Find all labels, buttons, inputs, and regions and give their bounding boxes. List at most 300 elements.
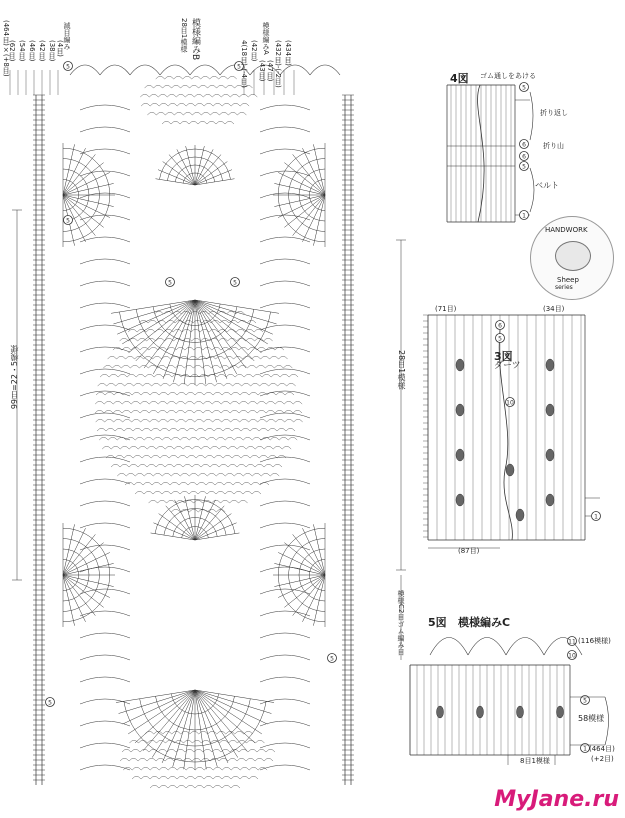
pineapple-mesh-upper — [210, 464, 219, 467]
pineapple-mesh-upper — [184, 320, 193, 323]
pineapple-mesh-bottom — [159, 767, 168, 770]
pineapple-mesh-upper — [237, 338, 246, 341]
pineapple-mesh-bottom — [177, 767, 186, 770]
pineapple-mesh-bottom — [222, 767, 231, 770]
pineapple-mesh-upper — [105, 392, 114, 395]
pineapple-mesh-upper — [113, 401, 122, 404]
pineapple-mesh-upper — [239, 500, 248, 503]
pineapple-mesh-upper — [250, 428, 259, 431]
pineapple-mesh-upper — [269, 383, 278, 386]
row-mark-main-text: 5 — [66, 63, 70, 71]
pineapple-mesh-upper — [273, 446, 282, 449]
pineapple-mesh-upper — [278, 383, 287, 386]
pineapple-mesh-top — [231, 103, 240, 106]
chain-loop — [260, 259, 310, 264]
pineapple-mesh-upper — [207, 473, 216, 476]
pineapple-mesh-upper — [235, 311, 244, 314]
pineapple-mesh-bottom — [203, 749, 212, 752]
pineapple-mesh-upper — [211, 320, 220, 323]
pineapple-mesh-upper — [276, 392, 285, 395]
pineapple-mesh-upper — [246, 338, 255, 341]
pineapple-mesh-upper — [138, 464, 147, 467]
chain-loop — [80, 677, 130, 682]
pineapple-mesh-upper — [217, 374, 226, 377]
pineapple-mesh-upper — [249, 419, 258, 422]
pineapple-mesh-top — [174, 112, 183, 115]
pineapple-mesh-top — [237, 112, 246, 115]
pineapple-mesh-top — [162, 121, 171, 124]
pineapple-mesh-upper — [247, 320, 256, 323]
chain-loop — [80, 259, 130, 264]
pineapple-mesh-upper — [205, 455, 214, 458]
fig4-row-mark-text: 5 — [522, 84, 526, 92]
pineapple-mesh-upper — [197, 383, 206, 386]
pineapple-mesh-upper — [204, 419, 213, 422]
pineapple-mesh-bottom — [123, 767, 132, 770]
pineapple-mesh-upper — [210, 446, 219, 449]
pineapple-mesh-top — [219, 112, 228, 115]
pineapple-mesh-upper — [156, 464, 165, 467]
row-mark-main-text: 5 — [233, 279, 237, 287]
pineapple-mesh-upper — [174, 446, 183, 449]
pineapple-mesh-upper — [153, 473, 162, 476]
pineapple-mesh-upper — [104, 410, 113, 413]
pineapple-mesh-upper — [162, 473, 171, 476]
pineapple-mesh-upper — [240, 392, 249, 395]
fig3-top-right: (34目) — [543, 305, 565, 313]
pineapple-mesh-top — [168, 103, 177, 106]
pineapple-mesh-upper — [121, 365, 130, 368]
row-mark-main-text: 5 — [168, 279, 172, 287]
chain-loop — [260, 765, 310, 770]
pineapple-mesh-upper — [225, 473, 234, 476]
pineapple-mesh-upper — [144, 437, 153, 440]
right-label-3: (47目) — [266, 60, 274, 82]
pineapple-mesh-bottom — [120, 758, 129, 761]
fig3-dart-mark — [546, 404, 554, 416]
pineapple-mesh-top — [165, 112, 174, 115]
pineapple-mesh-upper — [257, 347, 266, 350]
pineapple-mesh-upper — [174, 464, 183, 467]
pineapple-mesh-upper — [171, 473, 180, 476]
pineapple-mesh-upper — [135, 491, 144, 494]
pineapple-mesh-bottom — [228, 758, 237, 761]
fig5-row-mark-text: 1 — [583, 745, 587, 753]
pineapple-mesh-top — [192, 112, 201, 115]
pineapple-mesh-upper — [162, 491, 171, 494]
pineapple-mesh-upper — [153, 356, 162, 359]
top-scallop — [310, 65, 340, 75]
left-label-2: (46目) — [28, 40, 36, 62]
pineapple-mesh-upper — [273, 464, 282, 467]
pineapple-mesh-upper — [165, 446, 174, 449]
pineapple-mesh-upper — [142, 455, 151, 458]
pineapple-mesh-upper — [225, 356, 234, 359]
pineapple-mesh-upper — [138, 338, 147, 341]
pineapple-mesh-upper — [232, 455, 241, 458]
pineapple-mesh-top — [147, 112, 156, 115]
pineapple-mesh-upper — [270, 356, 279, 359]
pineapple-mesh-upper — [189, 356, 198, 359]
fig4-row-mark-text: 5 — [522, 163, 526, 171]
fig4-label-belt: ベルト — [535, 181, 559, 190]
pineapple-mesh-top — [186, 103, 195, 106]
pineapple-mesh-upper — [264, 446, 273, 449]
pineapple-mesh-upper — [117, 473, 126, 476]
pineapple-mesh-bottom — [168, 785, 177, 788]
pineapple-mesh-upper — [236, 329, 245, 332]
right-label-1: (42目) — [250, 40, 258, 62]
pineapple-mesh-bottom — [222, 785, 231, 788]
pineapple-mesh-bottom — [230, 749, 239, 752]
pineapple-mesh-bottom — [186, 776, 195, 779]
fig5-row-mark-text: 5 — [583, 697, 587, 705]
pineapple-mesh-upper — [283, 365, 292, 368]
chain-loop — [80, 633, 130, 638]
pineapple-mesh-upper — [188, 482, 197, 485]
chain-loop — [80, 413, 130, 418]
left-label-6: (464目)×(+8目) — [2, 20, 10, 77]
pineapple-mesh-upper — [149, 347, 158, 350]
pineapple-mesh-bottom — [231, 767, 240, 770]
pineapple-mesh-upper — [256, 365, 265, 368]
pineapple-mesh-upper — [113, 410, 122, 413]
pineapple-mesh-upper — [196, 428, 205, 431]
pineapple-mesh-upper — [144, 473, 153, 476]
pineapple-mesh-upper — [201, 464, 210, 467]
pineapple-mesh-upper — [228, 338, 237, 341]
pineapple-mesh-upper — [249, 392, 258, 395]
pineapple-mesh-bottom — [195, 776, 204, 779]
pineapple-mesh-upper — [288, 437, 297, 440]
pineapple-mesh-upper — [230, 401, 239, 404]
pineapple-mesh-upper — [186, 419, 195, 422]
pineapple-mesh-upper — [285, 392, 294, 395]
pineapple-mesh-upper — [280, 374, 289, 377]
pineapple-mesh-upper — [257, 401, 266, 404]
pineapple-mesh-upper — [230, 500, 239, 503]
pineapple-mesh-upper — [144, 491, 153, 494]
pineapple-mesh-bottom — [201, 740, 210, 743]
pineapple-mesh-bottom — [199, 731, 208, 734]
pineapple-mesh-upper — [196, 455, 205, 458]
pineapple-mesh-top — [154, 85, 163, 88]
pineapple-mesh-top — [201, 112, 210, 115]
pineapple-mesh-top — [222, 103, 231, 106]
pineapple-mesh-upper — [140, 401, 149, 404]
pineapple-mesh-upper — [216, 437, 225, 440]
pineapple-mesh-upper — [112, 365, 121, 368]
fig4-title: 4図 — [450, 72, 469, 85]
pineapple-mesh-upper — [150, 419, 159, 422]
pineapple-mesh-bottom — [122, 749, 131, 752]
pineapple-mesh-upper — [257, 410, 266, 413]
fig5-row-mark-text: 11 — [568, 638, 576, 646]
pineapple-mesh-top — [140, 94, 149, 97]
pineapple-mesh-upper — [149, 401, 158, 404]
pineapple-mesh-upper — [180, 473, 189, 476]
pineapple-mesh-upper — [289, 374, 298, 377]
pineapple-mesh-upper — [254, 329, 263, 332]
pineapple-mesh-upper — [152, 383, 161, 386]
fig3-top-left: (71目) — [435, 305, 457, 313]
chain-loop — [260, 105, 310, 110]
pineapple-mesh-upper — [216, 473, 225, 476]
pineapple-mesh-bottom — [228, 740, 237, 743]
seal-text-bottom: series — [555, 284, 573, 291]
pineapple-mesh-top — [149, 94, 158, 97]
pineapple-mesh-bottom — [239, 749, 248, 752]
pineapple-mesh-top — [159, 103, 168, 106]
pineapple-mesh-upper — [120, 446, 129, 449]
pineapple-mesh-top — [176, 94, 185, 97]
fig5-brace — [605, 697, 609, 745]
pineapple-mesh-upper — [131, 410, 140, 413]
chain-loop — [80, 281, 130, 286]
pineapple-mesh-upper — [108, 356, 117, 359]
top-scallop — [280, 65, 310, 75]
fig3-subtitle: ダーツ — [494, 361, 521, 371]
pineapple-mesh-upper — [252, 356, 261, 359]
fig5-scallop — [506, 638, 544, 656]
pineapple-mesh-top — [180, 121, 189, 124]
pineapple-mesh-top — [203, 94, 212, 97]
pineapple-mesh-upper — [197, 482, 206, 485]
pineapple-mesh-upper — [221, 401, 230, 404]
pineapple-mesh-upper — [126, 356, 135, 359]
pineapple-mesh-bottom — [195, 767, 204, 770]
fig5-name: 模様編みC — [458, 616, 511, 629]
pineapple-mesh-upper — [214, 455, 223, 458]
pineapple-mesh-bottom — [249, 767, 258, 770]
pineapple-mesh-upper — [214, 428, 223, 431]
pineapple-mesh-upper — [160, 428, 169, 431]
pineapple-mesh-upper — [251, 482, 260, 485]
pineapple-mesh-upper — [203, 410, 212, 413]
pineapple-mesh-upper — [219, 446, 228, 449]
pineapple-mesh-upper — [141, 392, 150, 395]
pineapple-mesh-upper — [221, 410, 230, 413]
pineapple-mesh-upper — [170, 482, 179, 485]
chain-loop — [260, 545, 310, 550]
pineapple-mesh-upper — [242, 383, 251, 386]
fig5-title: 5図 — [428, 616, 447, 629]
pineapple-mesh-bottom — [168, 767, 177, 770]
pineapple-mesh-upper — [158, 401, 167, 404]
pineapple-mesh-upper — [198, 437, 207, 440]
pineapple-mesh-upper — [143, 482, 152, 485]
pineapple-mesh-upper — [253, 374, 262, 377]
pineapple-mesh-upper — [252, 473, 261, 476]
pineapple-mesh-upper — [243, 491, 252, 494]
pineapple-mesh-bottom — [129, 758, 138, 761]
pineapple-mesh-upper — [189, 473, 198, 476]
pineapple-mesh-upper — [251, 383, 260, 386]
pineapple-mesh-upper — [168, 392, 177, 395]
pineapple-mesh-upper — [96, 392, 105, 395]
pineapple-mesh-bottom — [248, 749, 257, 752]
chain-loop — [260, 303, 310, 308]
pineapple-mesh-bottom — [190, 731, 199, 734]
pineapple-mesh-upper — [234, 437, 243, 440]
right-label-5: (434目) — [284, 40, 292, 66]
pineapple-mesh-upper — [215, 482, 224, 485]
pineapple-mesh-upper — [212, 410, 221, 413]
fig3-dart-mark — [546, 359, 554, 371]
pineapple-mesh-upper — [158, 410, 167, 413]
pineapple-mesh-upper — [116, 383, 125, 386]
chain-loop — [80, 347, 130, 352]
pineapple-mesh-top — [192, 76, 201, 79]
chain-loop — [80, 545, 130, 550]
pineapple-mesh-upper — [171, 491, 180, 494]
pineapple-mesh-top — [216, 121, 225, 124]
pineapple-mesh-upper — [212, 401, 221, 404]
fig5-right-bottom2: (+2目) — [591, 755, 614, 763]
left-length-label: 99目=22・5模様 — [10, 345, 19, 410]
pineapple-mesh-upper — [216, 491, 225, 494]
pineapple-mesh-upper — [203, 401, 212, 404]
pineapple-mesh-upper — [189, 437, 198, 440]
pineapple-mesh-upper — [213, 419, 222, 422]
pineapple-mesh-bottom — [195, 785, 204, 788]
chain-loop — [260, 655, 310, 660]
pineapple-mesh-bottom — [204, 785, 213, 788]
chain-loop — [260, 523, 310, 528]
pineapple-mesh-upper — [228, 464, 237, 467]
pineapple-mesh-upper — [156, 338, 165, 341]
pineapple-mesh-upper — [134, 482, 143, 485]
pineapple-mesh-bottom — [177, 785, 186, 788]
pineapple-mesh-top — [230, 94, 239, 97]
pineapple-mesh-upper — [123, 392, 132, 395]
pineapple-mesh-upper — [125, 383, 134, 386]
pineapple-mesh-upper — [140, 410, 149, 413]
pineapple-mesh-bottom — [192, 758, 201, 761]
pineapple-mesh-upper — [161, 383, 170, 386]
pineapple-mesh-upper — [192, 446, 201, 449]
pineapple-mesh-upper — [205, 428, 214, 431]
pineapple-mesh-upper — [160, 455, 169, 458]
pineapple-mesh-bottom — [249, 776, 258, 779]
pineapple-mesh-upper — [267, 419, 276, 422]
chain-loop — [80, 325, 130, 330]
pineapple-mesh-upper — [228, 446, 237, 449]
pineapple-mesh-bottom — [132, 767, 141, 770]
pineapple-mesh-top — [181, 85, 190, 88]
pineapple-mesh-bottom — [240, 776, 249, 779]
pineapple-mesh-upper — [259, 428, 268, 431]
pineapple-mesh-bottom — [246, 758, 255, 761]
chain-loop — [260, 149, 310, 154]
pineapple-mesh-bottom — [221, 749, 230, 752]
fig3-row-mark-text: 1 — [594, 513, 598, 521]
row-mark-main-text: 5 — [330, 655, 334, 663]
pineapple-mesh-top — [177, 103, 186, 106]
pineapple-mesh-upper — [123, 419, 132, 422]
fig4-top-note: ゴム通しをあける — [480, 72, 536, 80]
main-title: 模様編みB — [190, 18, 200, 61]
pineapple-mesh-top — [208, 85, 217, 88]
top-scallop — [160, 65, 190, 75]
pineapple-mesh-upper — [183, 446, 192, 449]
pineapple-mesh-bottom — [129, 740, 138, 743]
pineapple-mesh-upper — [141, 419, 150, 422]
pineapple-mesh-upper — [165, 464, 174, 467]
pineapple-mesh-upper — [124, 455, 133, 458]
pineapple-mesh-upper — [167, 410, 176, 413]
pineapple-mesh-upper — [162, 437, 171, 440]
pineapple-mesh-upper — [225, 491, 234, 494]
pineapple-mesh-upper — [258, 392, 267, 395]
pineapple-mesh-upper — [147, 464, 156, 467]
row-mark-main-text: 5 — [48, 699, 52, 707]
fig3-bottom: (87目) — [458, 547, 480, 555]
chain-loop — [260, 369, 310, 374]
pineapple-mesh-upper — [189, 491, 198, 494]
pineapple-mesh-upper — [266, 410, 275, 413]
pineapple-mesh-upper — [140, 347, 149, 350]
pineapple-mesh-upper — [185, 410, 194, 413]
pineapple-mesh-top — [158, 94, 167, 97]
pineapple-mesh-upper — [216, 356, 225, 359]
pineapple-mesh-top — [240, 103, 249, 106]
pineapple-mesh-top — [183, 112, 192, 115]
pineapple-mesh-upper — [148, 320, 157, 323]
pineapple-mesh-upper — [192, 464, 201, 467]
pineapple-mesh-upper — [238, 365, 247, 368]
pineapple-mesh-upper — [149, 410, 158, 413]
pineapple-mesh-upper — [240, 419, 249, 422]
fig3-dart-mark — [456, 404, 464, 416]
chain-loop — [260, 567, 310, 572]
pineapple-mesh-upper — [243, 473, 252, 476]
fig5-stitch-mark — [477, 706, 484, 718]
pineapple-mesh-bottom — [132, 776, 141, 779]
pineapple-mesh-upper — [261, 473, 270, 476]
pineapple-mesh-top — [204, 103, 213, 106]
pineapple-mesh-upper — [230, 410, 239, 413]
pineapple-mesh-upper — [167, 500, 176, 503]
pineapple-mesh-bottom — [145, 731, 154, 734]
pineapple-mesh-upper — [95, 410, 104, 413]
pineapple-mesh-upper — [187, 455, 196, 458]
pineapple-mesh-upper — [120, 464, 129, 467]
pineapple-mesh-upper — [248, 410, 257, 413]
right-label-2: (43目) — [258, 60, 266, 82]
pineapple-mesh-upper — [158, 500, 167, 503]
pineapple-mesh-bottom — [204, 767, 213, 770]
pineapple-mesh-upper — [268, 428, 277, 431]
pineapple-mesh-top — [190, 85, 199, 88]
pineapple-mesh-upper — [264, 338, 273, 341]
pineapple-mesh-upper — [170, 383, 179, 386]
chain-loop — [260, 171, 310, 176]
pineapple-mesh-top — [156, 112, 165, 115]
pineapple-mesh-upper — [241, 428, 250, 431]
fig4-brace — [530, 92, 533, 140]
pineapple-mesh-upper — [229, 320, 238, 323]
pineapple-mesh-upper — [207, 491, 216, 494]
pineapple-mesh-upper — [185, 401, 194, 404]
chain-loop — [80, 589, 130, 594]
pineapple-mesh-bottom — [141, 776, 150, 779]
pineapple-mesh-upper — [130, 365, 139, 368]
pineapple-mesh-top — [212, 94, 221, 97]
pineapple-mesh-upper — [224, 482, 233, 485]
pineapple-mesh-upper — [159, 392, 168, 395]
pineapple-mesh-upper — [179, 383, 188, 386]
